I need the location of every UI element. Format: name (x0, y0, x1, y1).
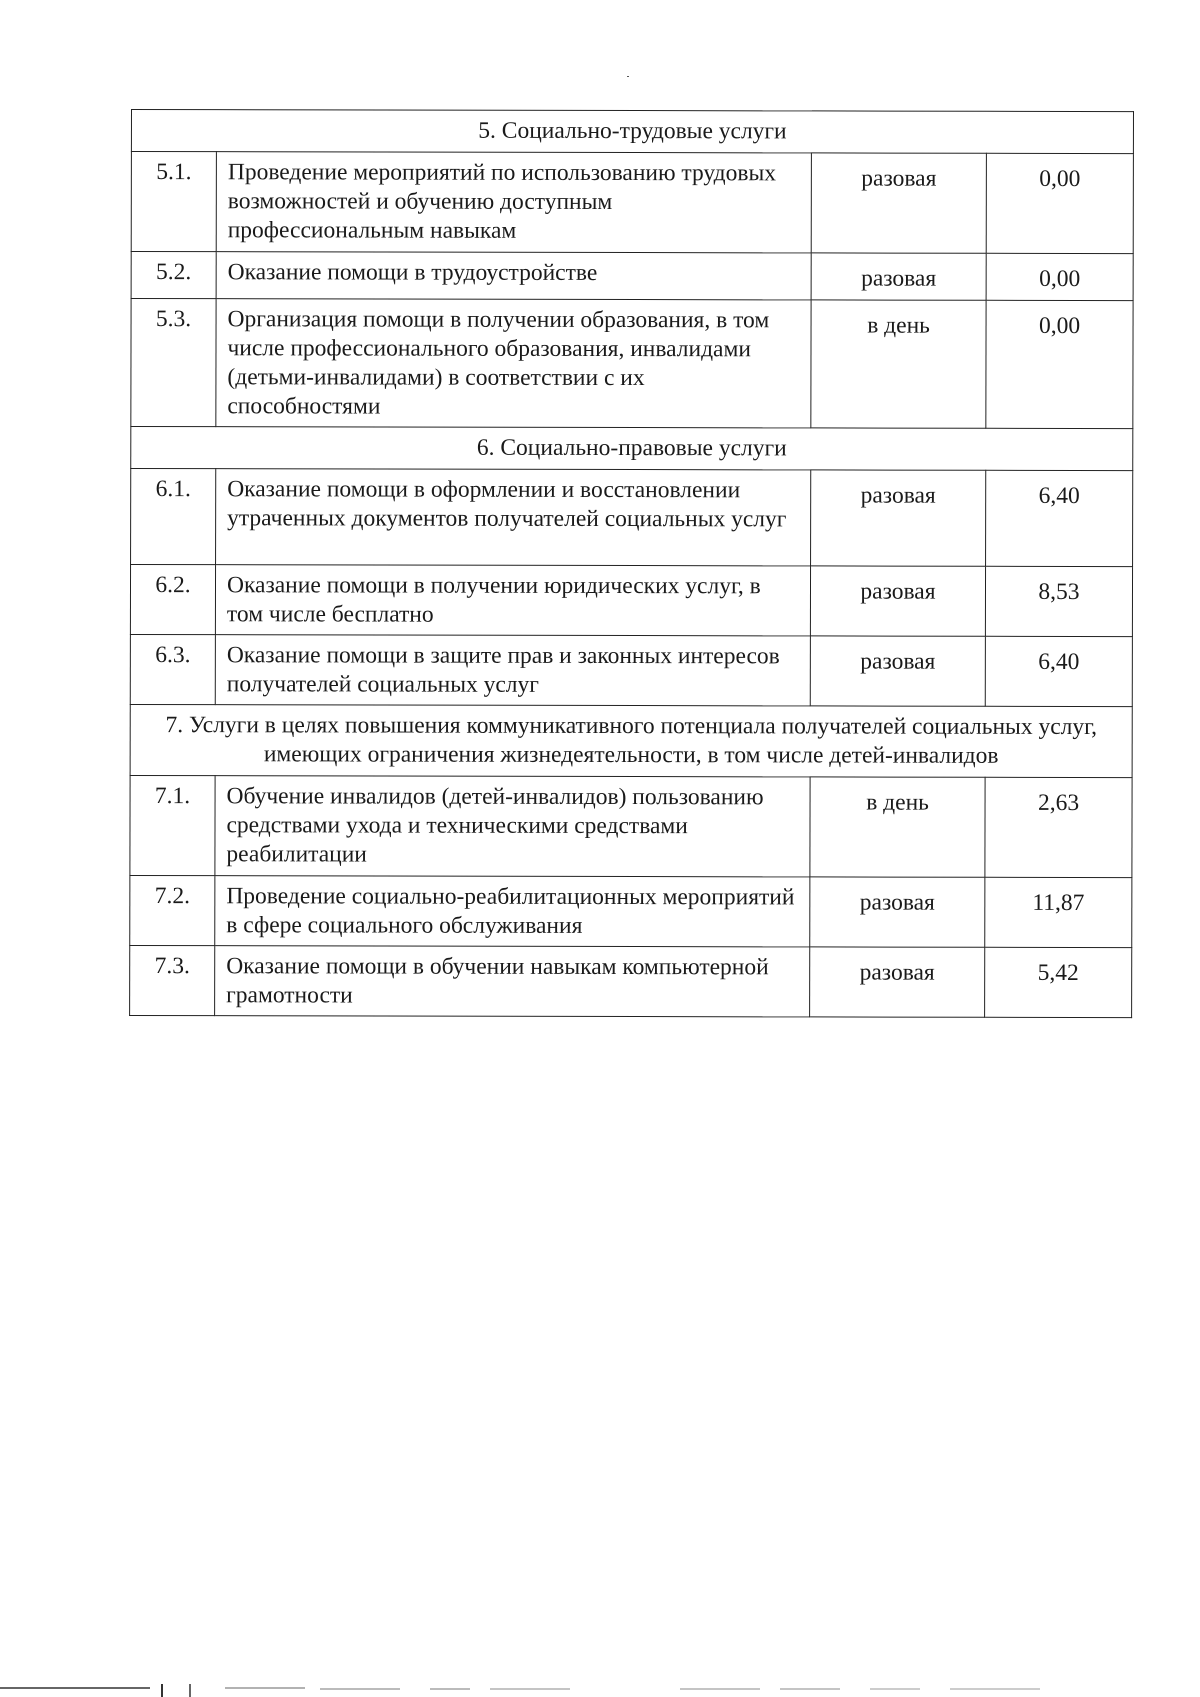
row-number: 5.3. (131, 299, 216, 427)
row-number: 5.2. (131, 252, 216, 299)
table-row (130, 775, 1132, 877)
service-periodicity: разовая (810, 877, 985, 947)
section-title: 7. Услуги в целях повышения коммуникативного потенциала получателей социальных услуг, имеющих ограничения жизнедеятельности, в том числе детей-инвалидов (130, 704, 1132, 777)
service-price: 2,63 (985, 777, 1132, 877)
service-periodicity: в день (810, 777, 985, 877)
service-price: 8,53 (985, 566, 1132, 636)
row-number: 5.1. (131, 152, 216, 252)
row-number: 6.1. (131, 469, 216, 565)
table-row (131, 299, 1133, 429)
row-number: 7.1. (130, 775, 215, 875)
service-price: 11,87 (985, 877, 1132, 947)
service-price: 6,40 (986, 470, 1133, 566)
service-description: Оказание помощи в получении юридических услуг, в том числе бесплатно (215, 565, 810, 636)
services-table-body (130, 110, 1134, 1018)
services-table (129, 109, 1134, 1018)
service-description: Обучение инвалидов (детей-инвалидов) пользованию средствами ухода и техническими средствами реабилитации (215, 776, 810, 877)
service-description: Проведение социально-реабилитационных мероприятий в сфере социального обслуживания (215, 876, 810, 947)
section-title: 6. Социально-правовые услуги (131, 427, 1133, 471)
service-price: 5,42 (985, 947, 1132, 1017)
service-periodicity: разовая (811, 153, 986, 253)
service-price: 0,00 (986, 300, 1133, 428)
section-title: 5. Социально-трудовые услуги (131, 110, 1133, 154)
service-description: Оказание помощи в защите прав и законных интересов получателей социальных услуг (215, 635, 810, 706)
section-header-row (131, 110, 1133, 154)
row-number: 7.3. (130, 945, 215, 1015)
service-periodicity: разовая (810, 636, 985, 706)
row-number: 7.2. (130, 875, 215, 945)
row-number: 6.3. (130, 634, 215, 704)
table-row (130, 565, 1132, 637)
service-periodicity: разовая (810, 947, 985, 1017)
table-row (130, 634, 1132, 706)
table-row (130, 875, 1132, 947)
section-header-row (131, 427, 1133, 471)
table-row (131, 252, 1133, 301)
row-number: 6.2. (130, 565, 215, 635)
service-description: Проведение мероприятий по использованию трудовых возможностей и обучению доступным профессиональным навыкам (216, 152, 811, 253)
scan-speck (627, 76, 629, 77)
section-header-row (130, 704, 1132, 777)
table-row (131, 469, 1133, 567)
service-description: Оказание помощи в оформлении и восстановлении утраченных документов получателей социальных услуг (216, 469, 811, 566)
service-description: Оказание помощи в трудоустройстве (216, 252, 811, 300)
service-periodicity: разовая (811, 470, 986, 566)
service-price: 0,00 (986, 153, 1133, 253)
service-description: Организация помощи в получении образования, в том числе профессионального образования, инвалидами (детьми-инвалидами) в соответствии с их способностями (216, 299, 811, 428)
service-periodicity: разовая (810, 566, 985, 636)
service-price: 6,40 (985, 636, 1132, 706)
service-periodicity: в день (811, 300, 986, 428)
table-row (131, 152, 1133, 254)
service-price: 0,00 (986, 253, 1133, 300)
service-periodicity: разовая (811, 253, 986, 300)
service-description: Оказание помощи в обучении навыкам компьютерной грамотности (215, 946, 810, 1017)
table-row (130, 945, 1132, 1017)
scan-bottom-edge-marks (0, 1684, 1200, 1697)
